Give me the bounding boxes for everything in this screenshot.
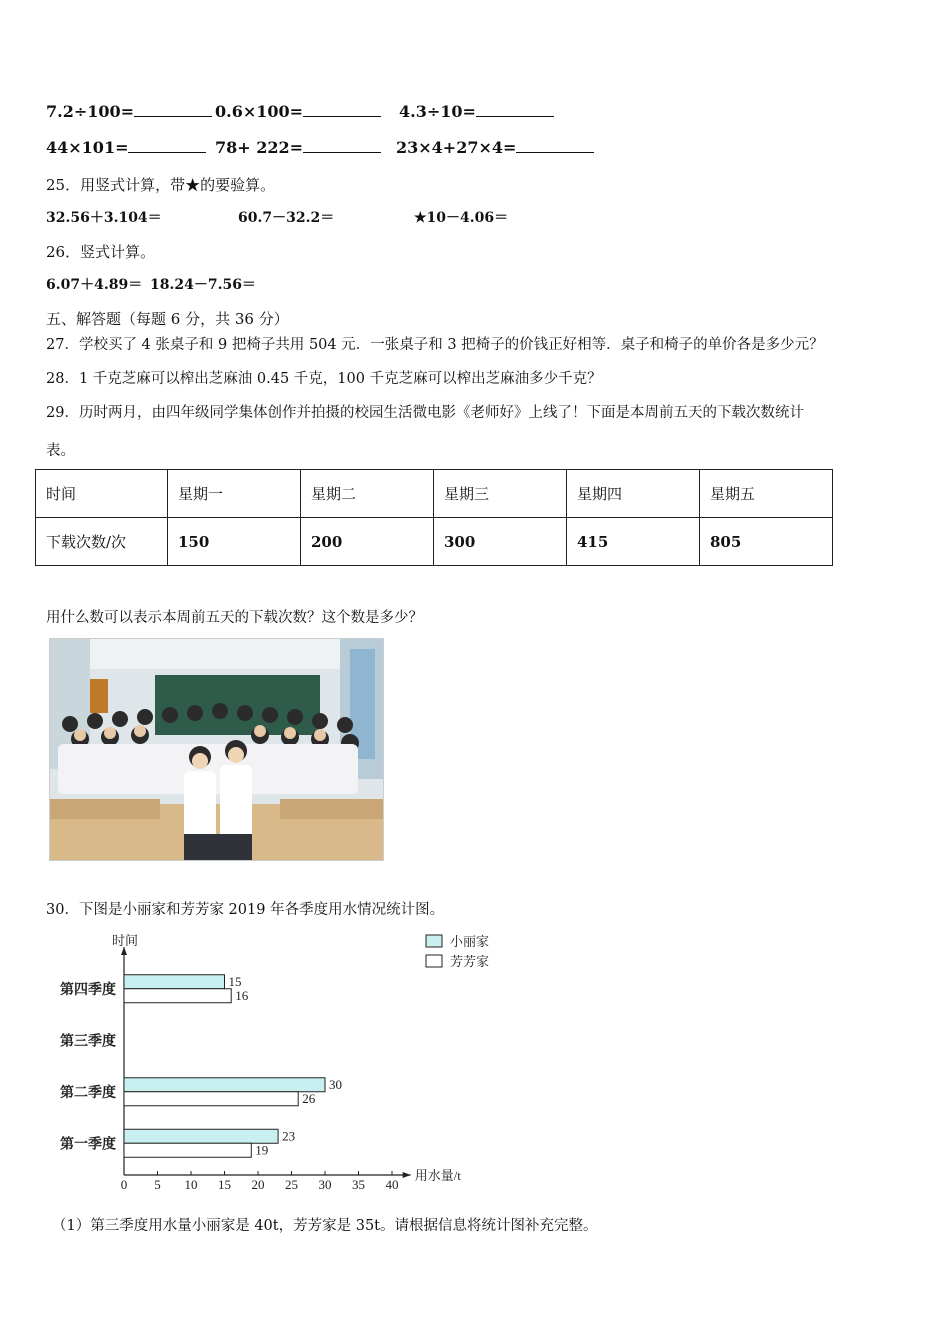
q28-text: 28．1 千克芝麻可以榨出芝麻油 0.45 千克，100 千克芝麻可以榨出芝麻油多少千克？ — [46, 371, 602, 387]
answer-blank[interactable] — [134, 103, 212, 117]
header-cell: 星期二 — [301, 470, 434, 518]
q25-item-2: 60.7－32.2＝ — [238, 210, 335, 226]
bar-fangfang — [124, 1092, 298, 1106]
water-usage-bar-chart — [40, 925, 520, 1200]
bar-value-label: 23 — [282, 1128, 296, 1144]
calc-2-expr: 0.6×100= — [215, 102, 304, 121]
legend-label: 小丽家 — [450, 934, 490, 949]
header-cell: 星期三 — [434, 470, 567, 518]
legend-swatch — [426, 935, 442, 947]
calc-3 — [399, 102, 554, 121]
x-tick-label: 15 — [218, 1177, 231, 1192]
value-cell: 805 — [700, 518, 833, 566]
legend-swatch — [426, 955, 442, 967]
legend-label: 芳芳家 — [450, 954, 490, 969]
value-cell: 300 — [434, 518, 567, 566]
q27-text: 27．学校买了 4 张桌子和 9 把椅子共用 504 元．一张桌子和 3 把椅子的价钱正好相等．桌子和椅子的单价各是多少元？ — [46, 337, 824, 353]
bar-value-label: 30 — [329, 1076, 342, 1092]
q26-title: 26．竖式计算。 — [46, 243, 156, 261]
q29-text-line1: 29．历时两月，由四年级同学集体创作并拍摄的校园生活微电影《老师好》上线了！下面是本周前五天的下载次数统计 — [46, 405, 804, 421]
x-tick-label: 0 — [120, 1177, 128, 1192]
answer-blank[interactable] — [303, 139, 381, 153]
calc-5 — [215, 138, 381, 157]
classroom-photo — [49, 638, 384, 861]
y-axis-label: 时间 — [112, 933, 139, 948]
header-cell: 时间 — [36, 470, 168, 518]
calc-3-expr: 4.3÷10= — [399, 102, 476, 121]
bar-value-label: 15 — [228, 973, 242, 989]
bar-fangfang — [124, 1143, 251, 1157]
answer-blank[interactable] — [516, 139, 594, 153]
bar-xiaoli — [124, 1078, 325, 1092]
x-tick-label: 25 — [285, 1177, 298, 1192]
calc-4-expr: 44×101= — [46, 138, 129, 157]
header-cell: 星期四 — [567, 470, 700, 518]
q30-sub1: （1）第三季度用水量小丽家是 40t，芳芳家是 35t。请根据信息将统计图补充完整。 — [52, 1218, 598, 1234]
q25-item-1: 32.56＋3.104＝ — [46, 210, 162, 226]
bar-value-label: 26 — [302, 1090, 316, 1106]
category-label: 第四季度 — [60, 982, 116, 998]
bar-xiaoli — [124, 1129, 278, 1143]
calc-1 — [46, 102, 212, 121]
row-label-cell: 下载次数/次 — [36, 518, 168, 566]
calc-2 — [215, 102, 381, 121]
q26-item-2: 18.24－7.56＝ — [150, 277, 256, 293]
q25-item-3: ★10－4.06＝ — [414, 210, 509, 226]
q29-question: 用什么数可以表示本周前五天的下载次数？这个数是多少？ — [46, 610, 423, 626]
calc-1-expr: 7.2÷100= — [46, 102, 135, 121]
q30-title: 30．下图是小丽家和芳芳家 2019 年各季度用水情况统计图。 — [46, 902, 445, 918]
calc-5-expr: 78+ 222= — [215, 138, 304, 157]
table-header-row — [36, 470, 833, 518]
calc-4 — [46, 138, 206, 157]
x-tick-label: 20 — [251, 1177, 265, 1192]
bar-xiaoli — [124, 975, 225, 989]
water-usage-chart — [40, 925, 520, 1200]
x-axis-arrow — [403, 1172, 411, 1178]
header-cell: 星期五 — [700, 470, 833, 518]
download-table — [35, 469, 833, 566]
x-tick-label: 40 — [385, 1177, 399, 1192]
bar-value-label: 16 — [235, 987, 249, 1003]
answer-blank[interactable] — [476, 103, 554, 117]
category-label: 第二季度 — [60, 1085, 116, 1101]
bar-value-label: 19 — [255, 1142, 269, 1158]
x-tick-label: 30 — [318, 1177, 332, 1192]
calc-6-expr: 23×4+27×4= — [396, 138, 517, 157]
header-cell: 星期一 — [168, 470, 301, 518]
x-axis-label: 用水量/t — [414, 1168, 461, 1183]
y-axis-arrow — [121, 947, 127, 955]
classroom-photo-illustration — [50, 639, 384, 861]
q29-text-line2: 表。 — [46, 443, 75, 459]
category-label: 第一季度 — [60, 1137, 116, 1153]
q25-title: 25．用竖式计算，带★的要验算。 — [46, 176, 276, 194]
q26-item-1: 6.07＋4.89＝ — [46, 277, 143, 293]
category-label: 第三季度 — [60, 1034, 116, 1050]
answer-blank[interactable] — [128, 139, 206, 153]
value-cell: 415 — [567, 518, 700, 566]
x-tick-label: 5 — [154, 1177, 161, 1192]
x-tick-label: 10 — [184, 1177, 198, 1192]
table-row — [36, 518, 833, 566]
x-tick-label: 35 — [352, 1177, 365, 1192]
answer-blank[interactable] — [303, 103, 381, 117]
section-heading: 五、解答题（每题 6 分，共 36 分） — [46, 310, 289, 328]
bar-fangfang — [124, 989, 231, 1003]
value-cell: 150 — [168, 518, 301, 566]
calc-6 — [396, 138, 594, 157]
value-cell: 200 — [301, 518, 434, 566]
